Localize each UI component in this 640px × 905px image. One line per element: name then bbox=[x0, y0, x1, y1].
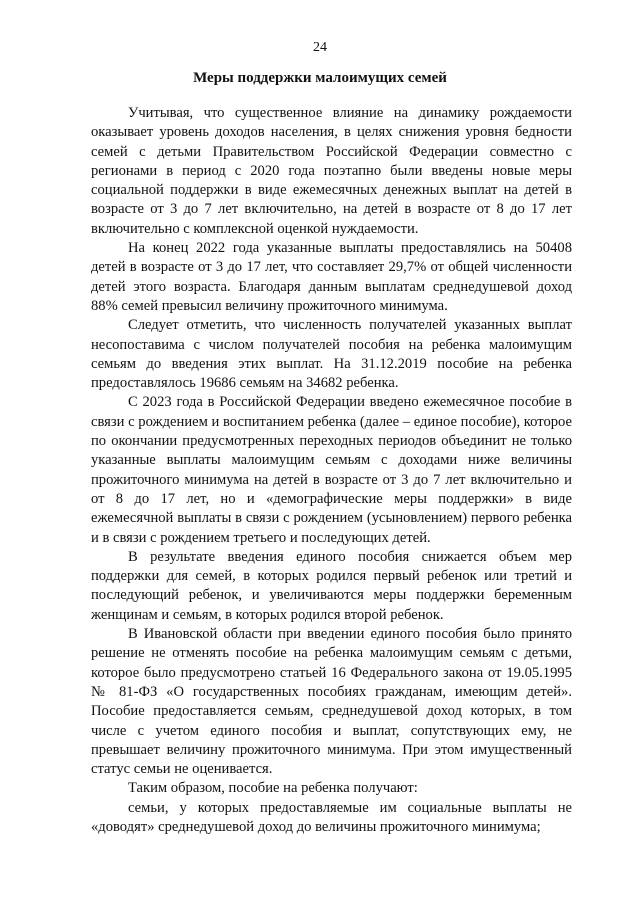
paragraph: Учитывая, что существенное влияние на динамику рождаемости оказывает уровень доходов населения, в целях снижения уровня бедности семей с детьми Правительством Российской Федерации совместно с регионами в период с 2020 года поэтапно были введены новые меры социальной поддержки в виде ежемесячных денежных выплат на детей в возрасте от 3 до 7 лет включительно, на детей в возрасте от 8 до 17 лет включительно с комплексной оценкой нуждаемости. bbox=[91, 105, 572, 237]
section-title: Меры поддержки малоимущих семей bbox=[193, 70, 447, 86]
paragraph: В Ивановской области при введении единого пособия было принято решение не отменять пособие на ребенка малоимущим семьям с детьми, которое было предусмотрено статьей 16 Федерального закона от 19.05.1995 № 81-ФЗ «О государственных пособиях гражданам, имеющим детей». Пособие предоставляется семьям, среднедушевой доход которых, в том числе с учетом единого пособия и выплат, сопутствующих ему, не превышает величину прожиточного минимума. При этом имущественный статус семьи не оценивается. bbox=[91, 626, 572, 778]
paragraph: На конец 2022 года указанные выплаты предоставлялись на 50408 детей в возрасте от 3 до 17 лет, что составляет 29,7% от общей численности детей этого возраста. Благодаря данным выплатам среднедушевой доход 88% семей превысил величину прожиточного минимума. bbox=[91, 240, 572, 314]
paragraph: В результате введения единого пособия снижается объем мер поддержки для семей, в которых родился первый ребенок или третий и последующий ребенок, и увеличиваются меры поддержки беременным женщинам и семьям, в которых родился второй ребенок. bbox=[91, 548, 572, 623]
body-text bbox=[91, 104, 572, 837]
paragraph: семьи, у которых предоставляемые им социальные выплаты не «доводят» среднедушевой доход до величины прожиточного минимума; bbox=[91, 799, 572, 835]
page-number: 24 bbox=[313, 40, 327, 55]
paragraph: С 2023 года в Российской Федерации введено ежемесячное пособие в связи с рождением и воспитанием ребенка (далее – единое пособие), которое по окончании предусмотренных переходных периодов объединит не только указанные выплаты малоимущим семьям с доходами ниже величины прожиточного минимума на детей в возрасте от 3 до 7 лет включительно и от 8 до 17 лет, но и «демографические меры поддержки» в виде ежемесячной выплаты в связи с рождением (усыновлением) первого ребенка и в связи с рождением третьего и последующих детей. bbox=[91, 394, 572, 546]
paragraph: Таким образом, пособие на ребенка получают: bbox=[128, 780, 418, 797]
paragraph: Следует отметить, что численность получателей указанных выплат несопоставима с числом получателей пособия на ребенка малоимущим семьям до введения этих выплат. На 31.12.2019 пособие на ребенка предоставлялось 19686 семьям на 34682 ребенка. bbox=[91, 317, 572, 392]
